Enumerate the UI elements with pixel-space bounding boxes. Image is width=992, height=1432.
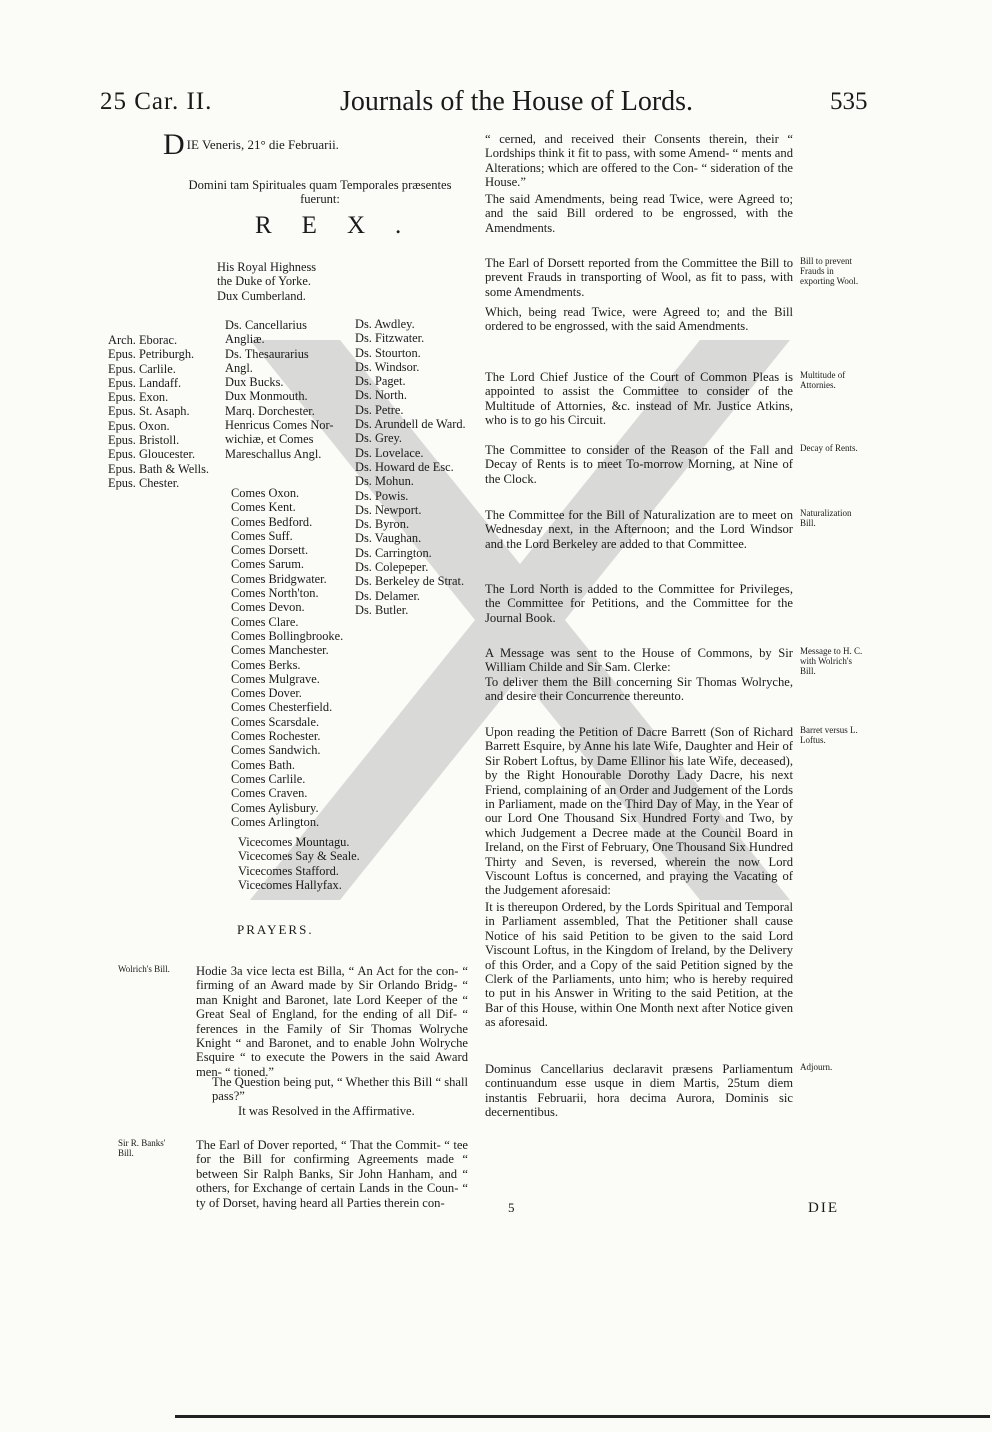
baron-item: Ds. Arundell de Ward.: [355, 417, 466, 432]
para-petition: Upon reading the Petition of Dacre Barrett (Son of Richard Barrett Esquire, by Anne his late Wife, Daughter and Heir of Sir Robert Loftus, by Dame Ellinor his late Wife, deceased), by the Right Honourable Dorothy Lady Dacre, his next Friend, complaining of an Order and Judgement of the Lords in Parliament, made on the Third Day of May, in the Year of our Lord One Thousand Six Hundred Forty and Two, by which Judgement a Decree made at the Council Board in Ireland, on the First of February, One Thousand Six Hundred Thirty and Seven, is reversed, wherein the now Lord Viscount Loftus is concerned, and praying the Vacating of the Judgement aforesaid:: [485, 725, 793, 898]
catchword: DIE: [808, 1200, 839, 1216]
running-head-title: Journals of the House of Lords.: [340, 86, 694, 117]
spiritual-lord-item: Epus. Gloucester.: [108, 447, 196, 462]
para-deliver: To deliver them the Bill concerning Sir Thomas Wolryche, and desire their Concurrence thereunto.: [485, 675, 793, 704]
spiritual-lord-item: Epus. Bristoll.: [108, 433, 180, 448]
comes-item: Comes Sarum.: [231, 557, 304, 572]
baron-item: Ds. Newport.: [355, 502, 422, 517]
baron-item: Ds. Butler.: [355, 602, 409, 617]
comes-item: Comes North'ton.: [231, 586, 319, 601]
barons-list: [355, 317, 466, 617]
comes-item: Comes Kent.: [231, 500, 296, 515]
vicecomes-item: Vicecomes Hallyfax.: [238, 877, 342, 892]
spiritual-lord-item: Epus. Petriburgh.: [108, 347, 195, 362]
baron-item: Ds. Colepeper.: [355, 560, 429, 575]
comes-item: Comes Arlington.: [231, 814, 320, 829]
baron-item: Ds. Grey.: [355, 431, 403, 446]
royal-item: His Royal Highness: [217, 260, 317, 274]
comes-item: Comes Bridgwater.: [231, 571, 327, 586]
baron-item: Ds. Petre.: [355, 402, 404, 417]
bottom-rule: [175, 1415, 990, 1418]
prayers-heading: PRAYERS.: [237, 922, 314, 937]
present-heading: Domini tam Spirituales quam Temporales præsentes fuerunt:: [188, 178, 452, 207]
comes-item: Comes Carlile.: [231, 771, 306, 786]
comes-item: Comes Berks.: [231, 657, 301, 672]
royal-list: [217, 260, 316, 303]
comes-item: Comes Devon.: [231, 600, 305, 615]
spiritual-lord-item: Epus. Landaff.: [108, 375, 182, 390]
officer-item: wichiæ, et Comes: [225, 432, 314, 447]
para-ordered: It is thereupon Ordered, by the Lords Spiritual and Temporal in Parliament assembled, That the Petitioner shall cause Notice of his said Petition to be given to the said Lord Viscount Loftus, in the Kingdom of Ireland, by the Delivery of this Order, and a Copy of the said Petition signed by the Clerk of the Parliaments, unto him; who is hereby required to put in his Answer in Writing to the said Petition, at the Bar of this House, within One Month next after Notice given as aforesaid.: [485, 900, 793, 1030]
baron-item: Ds. Lovelace.: [355, 445, 424, 460]
baron-item: Ds. Powis.: [355, 488, 409, 503]
comes-item: Comes Manchester.: [231, 643, 329, 658]
baron-item: Ds. Delamer.: [355, 588, 421, 603]
margin-note-attornies: Multitude of Attornies.: [800, 370, 846, 390]
para-attornies: The Lord Chief Justice of the Court of Common Pleas is appointed to assist the Committee to consider of the Multitude of Attornies, &c. instead of Mr. Justice Atkins, who is to go his Circuit.: [485, 370, 793, 428]
comes-item: Comes Rochester.: [231, 729, 321, 744]
comes-item: Comes Mulgrave.: [231, 671, 320, 686]
para-message: A Message was sent to the House of Commons, by Sir William Childe and Sir Sam. Clerke:: [485, 646, 793, 675]
rex-heading: REX.: [255, 212, 432, 239]
spiritual-lord-item: Epus. Chester.: [108, 475, 180, 490]
baron-item: Ds. Awdley.: [355, 317, 415, 331]
royal-item: Dux Cumberland.: [217, 288, 306, 303]
para-naturalization: The Committee for the Bill of Naturalization are to meet on Wednesday next, in the Afternoon; and the Lord Windsor and the Lord Berkeley are added to that Committee.: [485, 508, 793, 551]
officers-list: [225, 318, 334, 461]
signature-mark: 5: [508, 1200, 515, 1215]
running-head-left: 25 Car. II.: [100, 88, 213, 115]
spiritual-lord-item: Arch. Eborac.: [108, 333, 178, 347]
comes-item: Comes Clare.: [231, 614, 299, 629]
comes-item: Comes Suff.: [231, 528, 293, 543]
para-rents: The Committee to consider of the Reason of the Fall and Decay of Rents is to meet To-morrow Morning, at Nine of the Clock.: [485, 443, 793, 486]
margin-note-naturalization: Naturalization Bill.: [800, 508, 852, 528]
comes-item: Comes Aylisbury.: [231, 800, 319, 815]
para-engrossed: Which, being read Twice, were Agreed to; and the Bill ordered to be engrossed, with the said Amendments.: [485, 305, 793, 334]
comes-item: Comes Oxon.: [231, 486, 300, 500]
baron-item: Ds. Fitzwater.: [355, 331, 425, 346]
comes-item: Comes Dorsett.: [231, 543, 309, 558]
spiritual-lord-item: Epus. Bath & Wells.: [108, 461, 209, 476]
comites-list: [231, 486, 343, 829]
baron-item: Ds. Paget.: [355, 374, 406, 389]
officer-item: Dux Bucks.: [225, 375, 284, 390]
spiritual-lord-item: Epus. Carlile.: [108, 361, 176, 376]
comes-item: Comes Bollingbrooke.: [231, 628, 344, 643]
spiritual-lord-item: Epus. Exon.: [108, 390, 169, 405]
margin-note-wool: Bill to prevent Frauds in exporting Wool.: [800, 256, 859, 286]
para-wool: The Earl of Dorsett reported from the Committee the Bill to prevent Frauds in transporting of Wool, as fit to pass, with some Amendments.: [485, 256, 793, 299]
officer-item: Dux Monmouth.: [225, 389, 308, 404]
baron-item: Ds. Byron.: [355, 517, 410, 532]
comes-item: Comes Dover.: [231, 686, 302, 701]
date-line: [163, 128, 463, 161]
baron-item: Ds. Windsor.: [355, 359, 420, 374]
officer-item: Henricus Comes Nor-: [225, 418, 334, 433]
margin-note-barret: Barret versus L. Loftus.: [800, 725, 858, 745]
margin-note-adjourn: Adjourn.: [800, 1062, 833, 1072]
baron-item: Ds. Stourton.: [355, 345, 421, 360]
margin-note-message: Message to H. C. with Wolrich's Bill.: [800, 646, 863, 676]
margin-note-wolrich: Wolrich's Bill.: [118, 964, 170, 974]
para-cerned: “ cerned, and received their Consents therein, their “ Lordships think it fit to pass, with some Amend- “ ments and Alterations; which are offered to the Con- “ sideration of the House.”: [485, 132, 793, 190]
baron-item: Ds. Mohun.: [355, 474, 414, 489]
vicecomites-list: [238, 835, 360, 892]
officer-item: Angl.: [225, 360, 253, 375]
comes-item: Comes Scarsdale.: [231, 714, 320, 729]
para-north: The Lord North is added to the Committee for Privileges, the Committee for Petitions, and the Committee for the Journal Book.: [485, 582, 793, 625]
para-adjourn: Dominus Cancellarius declaravit præsens Parliamentum continuandum esse usque in diem Martis, 25tum diem instantis Februarii, hora decima Aurora, Dominis sic decernentibus.: [485, 1062, 793, 1120]
officer-item: Ds. Thesaurarius: [225, 346, 309, 361]
officer-item: Ds. Cancellarius: [225, 318, 307, 332]
officer-item: Mareschallus Angl.: [225, 446, 322, 461]
comes-item: Comes Craven.: [231, 786, 308, 801]
question-text: The Question being put, “ Whether this Bill “ shall pass?”: [212, 1075, 468, 1104]
royal-item: the Duke of Yorke.: [217, 274, 311, 289]
drop-cap: D: [163, 128, 185, 161]
resolved-text: It was Resolved in the Affirmative.: [238, 1104, 415, 1118]
spirituals-list: [108, 333, 209, 490]
vicecomes-item: Vicecomes Mountagu.: [238, 835, 350, 849]
comes-item: Comes Sandwich.: [231, 743, 321, 758]
baron-item: Ds. Vaughan.: [355, 531, 422, 546]
vicecomes-item: Vicecomes Say & Seale.: [238, 849, 360, 864]
baron-item: Ds. Carrington.: [355, 545, 432, 560]
margin-note-rents: Decay of Rents.: [800, 443, 858, 453]
spiritual-lord-item: Epus. Oxon.: [108, 418, 170, 433]
wolrich-bill-text: Hodie 3a vice lecta est Billa, “ An Act for the con- “ firming of an Award made by Sir Orlando Bridg- “ man Knight and Baronet, late Lord Keeper of the “ Great Seal of England, for the ending of all Dif- “ ferences in the Family of Sir Thomas Wolryche Knight “ and Baronet, and to enable John Wolryche Esquire “ to execute the Powers in the said Award men- “ tioned.”: [196, 964, 468, 1079]
officer-item: Marq. Dorchester.: [225, 403, 315, 418]
comes-item: Comes Bedford.: [231, 514, 313, 529]
baron-item: Ds. Berkeley de Strat.: [355, 574, 465, 589]
date-text: IE Veneris, 21° die Februarii.: [186, 137, 339, 152]
margin-note-banks: Sir R. Banks' Bill.: [118, 1138, 166, 1158]
officer-item: Angliæ.: [225, 332, 265, 347]
para-amendments: The said Amendments, being read Twice, were Agreed to; and the said Bill ordered to be engrossed, with the Amendments.: [485, 192, 793, 235]
vicecomes-item: Vicecomes Stafford.: [238, 863, 339, 878]
baron-item: Ds. North.: [355, 388, 407, 403]
spiritual-lord-item: Epus. St. Asaph.: [108, 404, 190, 419]
page-number: 535: [830, 88, 868, 115]
banks-bill-text: The Earl of Dover reported, “ That the Commit- “ tee for the Bill for confirming Agreements made “ between Sir Ralph Banks, Sir John Hanham, and “ others, for Exchange of certain Lands in the Coun- “ ty of Dorset, having heard all Parties therein con-: [196, 1138, 468, 1210]
comes-item: Comes Chesterfield.: [231, 700, 333, 715]
comes-item: Comes Bath.: [231, 757, 296, 772]
baron-item: Ds. Howard de Esc.: [355, 459, 454, 474]
